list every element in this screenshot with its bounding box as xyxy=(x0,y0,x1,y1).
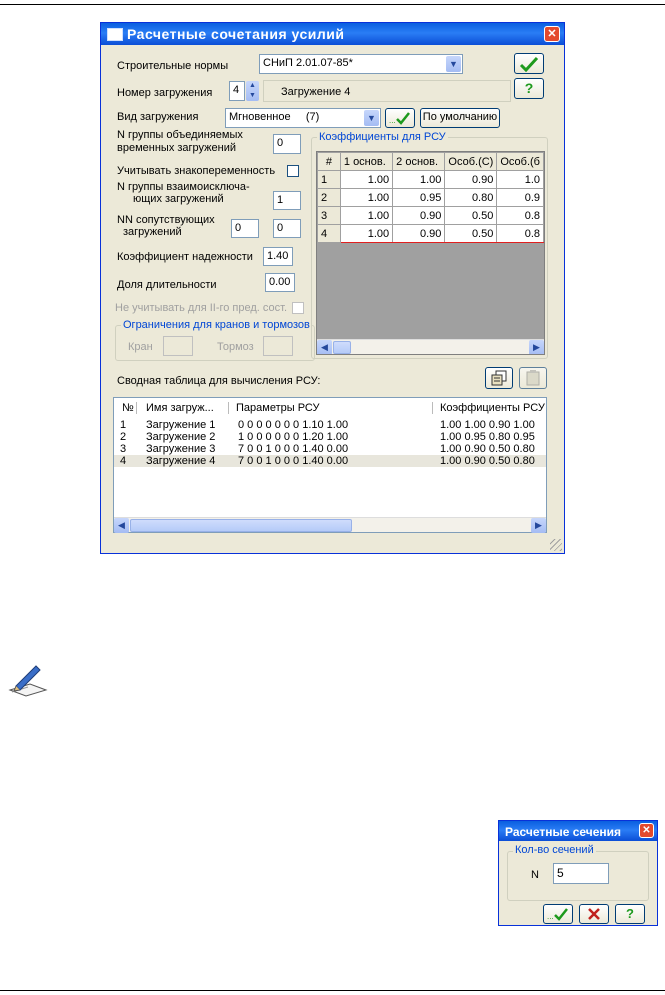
copy-table-button[interactable] xyxy=(485,367,513,389)
coef-cell[interactable]: 1.00 xyxy=(393,171,445,189)
group-temporary-field[interactable]: 0 xyxy=(273,134,301,154)
summary-header-divider xyxy=(228,402,229,414)
mutually-exclusive-label-1: N группы взаимоисключа- xyxy=(117,181,250,193)
summary-cell-params: 0 0 0 0 0 0 0 1.10 1.00 xyxy=(238,419,349,431)
summary-cell-params: 1 0 0 0 0 0 0 1.20 1.00 xyxy=(238,431,349,443)
reliability-label: Коэффициент надежности xyxy=(117,251,253,263)
sections-n-field[interactable]: 5 xyxy=(553,863,609,884)
ignore-second-state-label: Не учитывать для II-го пред. сост. xyxy=(115,302,288,314)
summary-row-selected[interactable] xyxy=(114,455,546,467)
accompanying-field-2[interactable]: 0 xyxy=(273,219,301,238)
load-name: Загружение 4 xyxy=(281,86,351,98)
summary-horizontal-scrollbar[interactable] xyxy=(114,517,546,532)
sections-cancel-button[interactable] xyxy=(579,904,609,924)
chevron-down-icon[interactable]: ▼ xyxy=(364,110,379,126)
coef-cell[interactable]: 0.90 xyxy=(393,225,445,243)
coef-cell[interactable]: 1.00 xyxy=(340,207,392,225)
summary-cell-coefs: 1.00 1.00 0.90 1.00 xyxy=(440,419,535,431)
load-type-label: Вид загружения xyxy=(117,111,199,123)
coef-header[interactable]: Особ.(б xyxy=(497,153,544,171)
coef-cell[interactable]: 0.8 xyxy=(497,225,544,243)
svg-text:...: ... xyxy=(547,912,554,921)
apply-checkmark-icon xyxy=(547,907,569,921)
summary-cell-name: Загружение 1 xyxy=(146,419,216,431)
cranes-group-title: Ограничения для кранов и тормозов xyxy=(123,319,310,331)
ok-button[interactable] xyxy=(514,53,544,74)
summary-cell-n: 4 xyxy=(120,455,127,467)
crane-field[interactable] xyxy=(163,336,193,356)
group-temporary-label-2: временных загружений xyxy=(117,142,237,154)
brake-field[interactable] xyxy=(263,336,293,356)
resize-grip-icon[interactable] xyxy=(550,539,562,551)
summary-header-params[interactable]: Параметры РСУ xyxy=(236,402,320,414)
summary-header-row xyxy=(114,402,546,414)
summary-row[interactable] xyxy=(114,443,546,455)
sections-n-label: N xyxy=(531,869,539,881)
summary-cell-coefs: 1.00 0.95 0.80 0.95 xyxy=(440,431,535,443)
summary-header-name[interactable]: Имя загруж... xyxy=(146,402,214,414)
summary-cell-n: 3 xyxy=(120,443,127,455)
summary-cell-coefs: 1.00 0.90 0.50 0.80 xyxy=(440,443,535,455)
cancel-x-icon xyxy=(587,907,601,921)
spin-down-icon[interactable]: ▼ xyxy=(249,92,256,99)
coef-cell[interactable]: 0.95 xyxy=(393,189,445,207)
coef-header-row xyxy=(318,153,544,171)
coef-cell[interactable]: 1.0 xyxy=(497,171,544,189)
apply-load-type-button[interactable] xyxy=(385,108,415,128)
coef-cell[interactable]: 0.50 xyxy=(445,225,497,243)
load-number-spinner[interactable] xyxy=(246,81,259,101)
summary-label: Сводная таблица для вычисления РСУ: xyxy=(117,375,321,387)
rsu-dialog-titlebar[interactable] xyxy=(101,23,564,45)
summary-header-divider xyxy=(136,402,137,414)
default-button[interactable]: По умолчанию xyxy=(420,108,500,128)
coef-row[interactable] xyxy=(318,207,544,225)
norms-select[interactable] xyxy=(259,54,463,74)
copy-icon xyxy=(490,370,508,386)
summary-cell-params: 7 0 0 1 0 0 0 1.40 0.00 xyxy=(238,455,349,467)
checkmark-icon xyxy=(519,56,539,72)
summary-cell-n: 1 xyxy=(120,419,127,431)
summary-row[interactable] xyxy=(114,431,546,443)
summary-cell-n: 2 xyxy=(120,431,127,443)
close-icon[interactable]: ✕ xyxy=(544,26,560,42)
page-bottom-rule xyxy=(0,990,665,991)
accompanying-label-2: загружений xyxy=(123,226,182,238)
svg-text:...: ... xyxy=(389,116,396,125)
summary-row[interactable] xyxy=(114,419,546,431)
scroll-right-icon[interactable]: ▶ xyxy=(529,340,544,355)
sign-alternating-checkbox[interactable] xyxy=(287,165,299,177)
close-icon[interactable]: ✕ xyxy=(639,823,654,838)
sections-dialog-title: Расчетные сечения xyxy=(505,825,622,839)
ignore-second-state-checkbox[interactable] xyxy=(292,302,304,314)
sections-ok-button[interactable] xyxy=(543,904,573,924)
summary-header-divider xyxy=(432,402,433,414)
coef-cell[interactable]: 0.8 xyxy=(497,207,544,225)
rsu-dialog xyxy=(100,22,565,554)
coef-cell[interactable]: 0.90 xyxy=(445,171,497,189)
coef-row-selected[interactable] xyxy=(318,225,544,243)
paste-icon xyxy=(524,370,542,386)
coef-header[interactable]: # xyxy=(318,153,341,171)
scroll-left-icon[interactable]: ◀ xyxy=(114,518,129,533)
coef-header[interactable]: 2 основ. xyxy=(393,153,445,171)
coef-cell[interactable]: 0.80 xyxy=(445,189,497,207)
coef-cell[interactable]: 1.00 xyxy=(340,171,392,189)
coef-grid xyxy=(316,151,545,355)
summary-header-coefs[interactable]: Коэффициенты РСУ xyxy=(440,402,545,414)
load-type-value: Мгновенное (7) xyxy=(229,111,320,123)
sections-count-title: Кол-во сечений xyxy=(515,844,594,856)
paste-table-button[interactable] xyxy=(519,367,547,389)
coef-header[interactable]: 1 основ. xyxy=(340,153,392,171)
norms-label: Строительные нормы xyxy=(117,60,229,72)
group-temporary-label-1: N группы объединяемых xyxy=(117,129,243,141)
spin-up-icon[interactable]: ▲ xyxy=(249,82,256,89)
summary-cell-name: Загружение 4 xyxy=(146,455,216,467)
load-type-select[interactable] xyxy=(225,108,381,128)
mutually-exclusive-label-2: ющих загружений xyxy=(133,193,224,205)
brake-label: Тормоз xyxy=(217,341,254,353)
coef-header[interactable]: Особ.(С) xyxy=(445,153,497,171)
coef-group-title: Коэффициенты для РСУ xyxy=(319,131,446,143)
coef-row-number[interactable]: 3 xyxy=(318,207,341,225)
coef-row[interactable] xyxy=(318,189,544,207)
coef-cell[interactable]: 0.90 xyxy=(393,207,445,225)
scroll-right-icon[interactable]: ▶ xyxy=(531,518,546,533)
norms-value: СНиП 2.01.07-85* xyxy=(263,57,353,69)
coef-row-number[interactable]: 1 xyxy=(318,171,341,189)
crane-label: Кран xyxy=(128,341,153,353)
scroll-thumb[interactable] xyxy=(333,341,351,354)
duration-field[interactable]: 0.00 xyxy=(265,273,295,292)
note-pen-icon xyxy=(6,660,50,700)
coef-cell[interactable]: 0.9 xyxy=(497,189,544,207)
coef-row-number[interactable]: 2 xyxy=(318,189,341,207)
load-number-label: Номер загружения xyxy=(117,87,213,99)
coef-cell[interactable]: 1.00 xyxy=(340,189,392,207)
dialog-title: Расчетные сочетания усилий xyxy=(127,26,345,42)
apply-checkmark-icon xyxy=(389,111,411,125)
summary-cell-name: Загружение 3 xyxy=(146,443,216,455)
coef-table xyxy=(317,152,544,243)
mutually-exclusive-field[interactable]: 1 xyxy=(273,191,301,210)
summary-cell-coefs: 1.00 0.90 0.50 0.80 xyxy=(440,455,535,467)
sections-dialog-titlebar[interactable] xyxy=(499,821,657,841)
summary-list[interactable] xyxy=(113,397,547,533)
scroll-left-icon[interactable]: ◀ xyxy=(317,340,332,355)
scroll-thumb[interactable] xyxy=(130,519,352,532)
coef-horizontal-scrollbar[interactable] xyxy=(317,339,544,354)
summary-cell-params: 7 0 0 1 0 0 0 1.40 0.00 xyxy=(238,443,349,455)
sections-help-button[interactable]: ? xyxy=(615,904,645,924)
coef-cell[interactable]: 1.00 xyxy=(340,225,392,243)
help-button[interactable]: ? xyxy=(514,78,544,99)
load-number-field[interactable]: 4 xyxy=(229,81,245,101)
sign-alternating-label: Учитывать знакопеременность xyxy=(117,165,276,177)
sections-dialog xyxy=(498,820,658,926)
reliability-field[interactable]: 1.40 xyxy=(263,247,293,266)
coef-cell[interactable]: 0.50 xyxy=(445,207,497,225)
coef-row[interactable] xyxy=(318,171,544,189)
duration-label: Доля длительности xyxy=(117,279,217,291)
chevron-down-icon[interactable]: ▼ xyxy=(446,56,461,72)
coef-row-number[interactable]: 4 xyxy=(318,225,341,243)
window-icon xyxy=(107,28,123,41)
page-top-rule xyxy=(0,4,665,5)
summary-header-n[interactable]: № xyxy=(122,402,134,414)
accompanying-label-1: NN сопутствующих xyxy=(117,214,215,226)
accompanying-field-1[interactable]: 0 xyxy=(231,219,259,238)
summary-cell-name: Загружение 2 xyxy=(146,431,216,443)
